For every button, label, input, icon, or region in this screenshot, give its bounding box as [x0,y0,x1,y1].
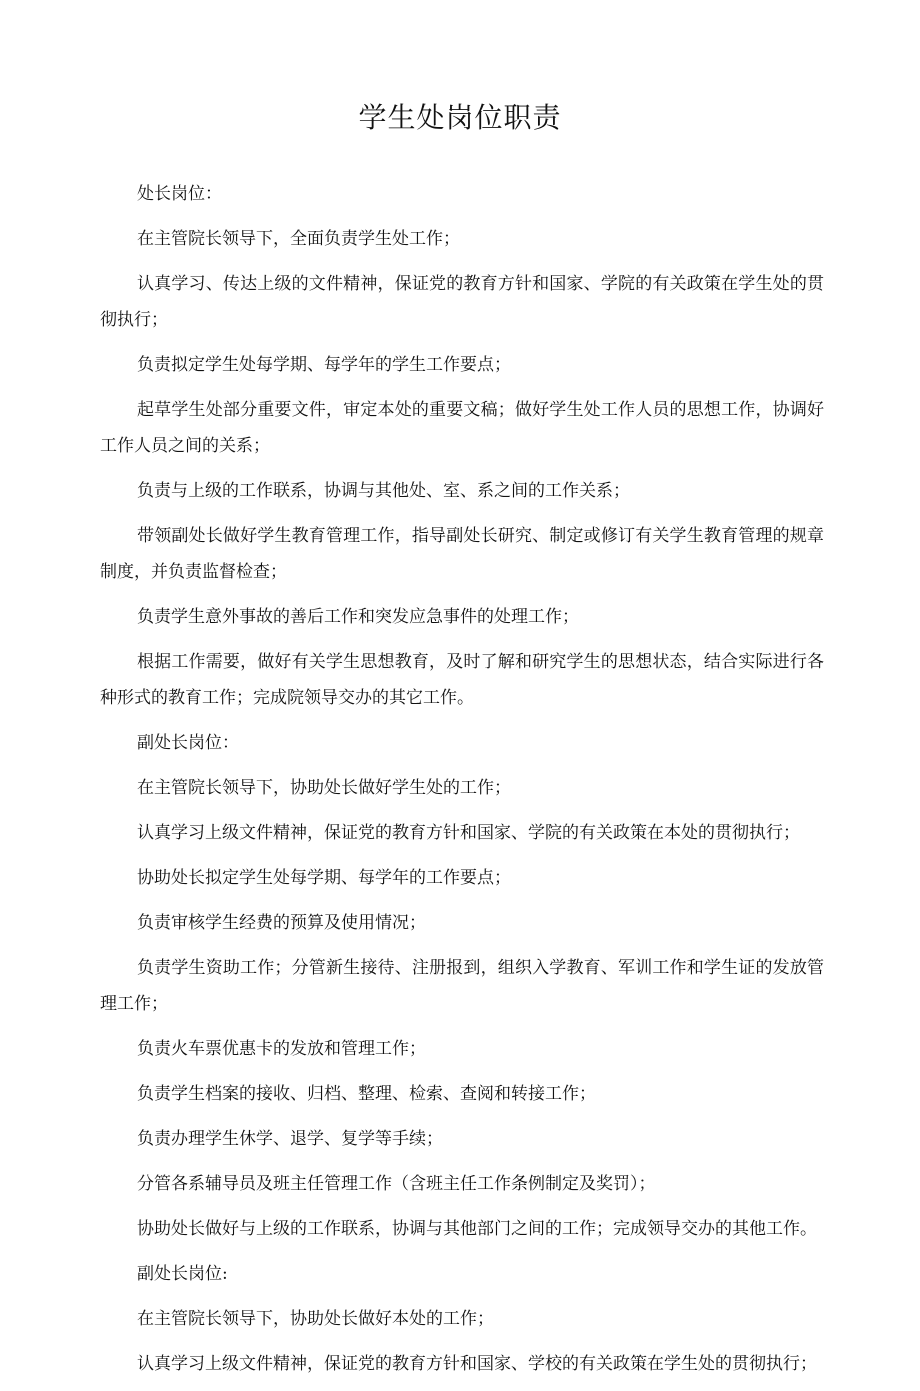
paragraph: 负责办理学生休学、退学、复学等手续； [137,1129,443,1149]
paragraph: 认真学习上级文件精神，保证党的教育方针和国家、学院的有关政策在本处的贯彻执行； [137,823,800,843]
paragraph: 在主管院长领导下，协助处长做好学生处的工作； [137,778,511,798]
paragraph: 带领副处长做好学生教育管理工作，指导副处长研究、制定或修订有关学生教育管理的规章制度，并负责监督检查； [100,526,824,582]
document-title: 学生处岗位职责 [358,101,562,134]
paragraph: 协助处长拟定学生处每学期、每学年的工作要点； [137,868,511,888]
paragraph: 协助处长做好与上级的工作联系，协调与其他部门之间的工作；完成领导交办的其他工作。 [137,1219,817,1239]
paragraph: 负责学生资助工作；分管新生接待、注册报到，组织入学教育、军训工作和学生证的发放管理工作； [100,958,824,1014]
paragraph: 负责拟定学生处每学期、每学年的学生工作要点； [137,355,511,375]
paragraph: 负责学生档案的接收、归档、整理、检索、查阅和转接工作； [137,1084,596,1104]
paragraph: 负责学生意外事故的善后工作和突发应急事件的处理工作； [137,607,579,627]
paragraph: 认真学习上级文件精神，保证党的教育方针和国家、学校的有关政策在学生处的贯彻执行； [137,1354,817,1374]
section-heading-deputy-director-2: 副处长岗位: [137,1264,228,1284]
document-body [100,176,824,1391]
paragraph: 负责火车票优惠卡的发放和管理工作； [137,1039,426,1059]
paragraph: 根据工作需要，做好有关学生思想教育，及时了解和研究学生的思想状态，结合实际进行各种形式的教育工作；完成院领导交办的其它工作。 [100,652,824,708]
paragraph: 在主管院长领导下，协助处长做好本处的工作； [137,1309,494,1329]
paragraph: 负责与上级的工作联系，协调与其他处、室、系之间的工作关系； [137,481,630,501]
paragraph: 认真学习、传达上级的文件精神，保证党的教育方针和国家、学院的有关政策在学生处的贯彻执行； [100,274,824,330]
paragraph: 起草学生处部分重要文件，审定本处的重要文稿；做好学生处工作人员的思想工作，协调好工作人员之间的关系； [100,400,824,456]
paragraph: 负责审核学生经费的预算及使用情况； [137,913,426,933]
paragraph: 分管各系辅导员及班主任管理工作（含班主任工作条例制定及奖罚）； [137,1174,656,1194]
section-heading-deputy-director: 副处长岗位： [137,733,239,753]
section-heading-director: 处长岗位： [137,184,222,204]
paragraph: 在主管院长领导下，全面负责学生处工作； [137,229,460,249]
